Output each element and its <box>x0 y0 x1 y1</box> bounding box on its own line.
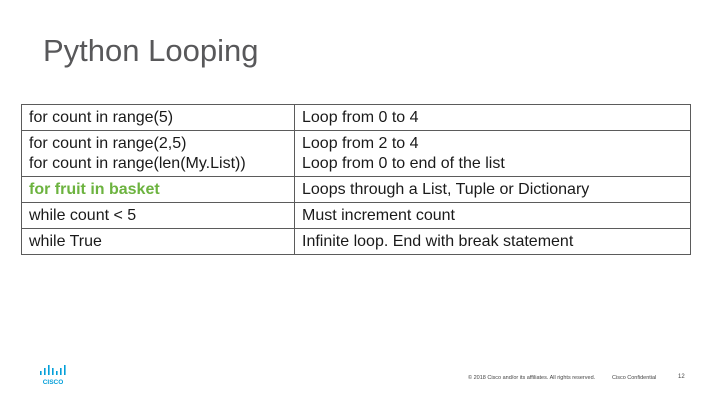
loop-description-line: Loop from 2 to 4 <box>302 135 419 152</box>
loop-syntax-line: while True <box>29 233 102 250</box>
loop-syntax-line: while count < 5 <box>29 207 137 224</box>
loop-description-cell <box>295 177 691 203</box>
loop-syntax-cell <box>22 131 295 177</box>
footer-confidential: Cisco Confidential <box>612 375 657 381</box>
cisco-wordmark: CISCO <box>42 379 64 386</box>
loop-description-cell <box>295 105 691 131</box>
table-row <box>22 203 691 229</box>
table-row <box>22 105 691 131</box>
loop-syntax-cell <box>22 203 295 229</box>
loop-description-line: Loop from 0 to 4 <box>302 109 419 126</box>
table-row <box>22 177 691 203</box>
loop-description-line: Infinite loop. End with break statement <box>302 233 574 250</box>
loop-description-cell <box>295 229 691 255</box>
loop-description-line: Loops through a List, Tuple or Dictionary <box>302 181 590 198</box>
cisco-logo <box>38 365 70 387</box>
slide-title: Python Looping <box>43 33 259 68</box>
python-looping-table <box>21 104 691 255</box>
footer-copyright: © 2018 Cisco and/or its affiliates. All rights reserved. <box>468 375 596 381</box>
cisco-bars-icon <box>40 365 66 375</box>
loop-description-cell <box>295 131 691 177</box>
loop-syntax-line: for count in range(2,5) <box>29 135 187 152</box>
loop-syntax-cell <box>22 105 295 131</box>
loop-syntax-line: for fruit in basket <box>29 181 160 198</box>
loop-syntax-line: for count in range(len(My.List)) <box>29 155 246 172</box>
loop-syntax-cell <box>22 177 295 203</box>
table-row <box>22 131 691 177</box>
page-number: 12 <box>678 374 685 380</box>
loop-syntax-cell <box>22 229 295 255</box>
loop-description-line: Must increment count <box>302 207 455 224</box>
table-body <box>22 105 691 255</box>
loop-syntax-line: for count in range(5) <box>29 109 174 126</box>
loop-description-cell <box>295 203 691 229</box>
loop-description-line: Loop from 0 to end of the list <box>302 155 505 172</box>
table-row <box>22 229 691 255</box>
